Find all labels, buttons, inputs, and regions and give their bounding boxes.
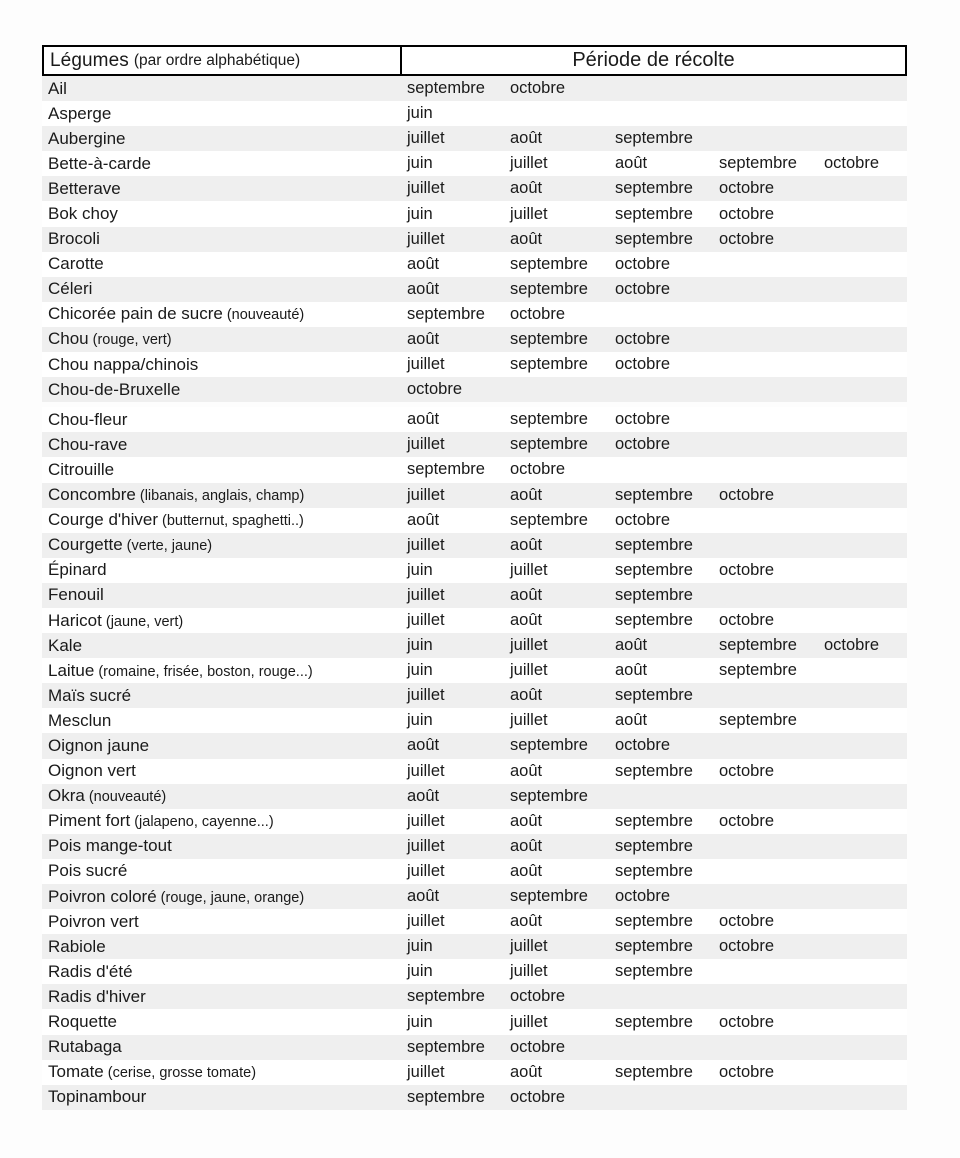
vegetable-name: Oignon vert bbox=[48, 761, 136, 781]
harvest-month: octobre bbox=[719, 560, 775, 579]
harvest-month: septembre bbox=[510, 887, 588, 906]
harvest-month: juillet bbox=[510, 937, 548, 956]
table-row bbox=[42, 583, 907, 608]
table-row bbox=[42, 834, 907, 859]
harvest-month: août bbox=[510, 535, 543, 554]
table-row bbox=[42, 407, 907, 432]
table-row bbox=[42, 633, 907, 658]
table-row bbox=[42, 1060, 907, 1085]
vegetable-name: Poivron vert bbox=[48, 911, 139, 931]
harvest-month: juillet bbox=[407, 611, 445, 630]
vegetable-name: Courge d'hiver bbox=[48, 510, 159, 530]
harvest-month: août bbox=[615, 636, 648, 655]
vegetable-name: Chou-rave bbox=[48, 434, 128, 454]
header-periode-label: Période de récolte bbox=[572, 49, 735, 71]
vegetable-name-cell bbox=[42, 229, 400, 249]
harvest-month: août bbox=[510, 836, 543, 855]
harvest-month: juillet bbox=[407, 836, 445, 855]
vegetable-name: Haricot bbox=[48, 610, 102, 630]
harvest-month: juillet bbox=[510, 204, 548, 223]
vegetable-name-cell bbox=[42, 912, 400, 932]
harvest-month: août bbox=[615, 154, 648, 173]
vegetable-note: (jalapeno, cayenne...) bbox=[134, 814, 274, 831]
vegetable-name-cell bbox=[42, 79, 400, 99]
harvest-month: juin bbox=[407, 937, 433, 956]
harvest-month: septembre bbox=[510, 510, 588, 529]
harvest-month: octobre bbox=[719, 1012, 775, 1031]
harvest-month: août bbox=[510, 229, 543, 248]
vegetable-name-cell bbox=[42, 304, 400, 324]
harvest-month: juillet bbox=[510, 636, 548, 655]
harvest-month: septembre bbox=[510, 786, 588, 805]
harvest-month: septembre bbox=[510, 355, 588, 374]
vegetable-note: (rouge, vert) bbox=[92, 332, 172, 349]
harvest-month: août bbox=[510, 179, 543, 198]
harvest-month: septembre bbox=[407, 1037, 485, 1056]
vegetable-name-cell bbox=[42, 686, 400, 706]
table-row bbox=[42, 227, 907, 252]
vegetable-name: Kale bbox=[48, 635, 83, 655]
harvest-month: octobre bbox=[407, 380, 463, 399]
vegetable-name-cell bbox=[42, 154, 400, 174]
vegetable-name-cell bbox=[42, 329, 400, 349]
vegetable-name: Tomate bbox=[48, 1062, 104, 1082]
table-row bbox=[42, 683, 907, 708]
harvest-month: août bbox=[510, 129, 543, 148]
harvest-month: août bbox=[407, 887, 440, 906]
table-row bbox=[42, 1085, 907, 1110]
harvest-month: août bbox=[510, 1062, 543, 1081]
table-row bbox=[42, 759, 907, 784]
harvest-month: octobre bbox=[719, 761, 775, 780]
vegetable-name: Oignon jaune bbox=[48, 735, 150, 755]
harvest-month: octobre bbox=[719, 912, 775, 931]
vegetable-name-cell bbox=[42, 254, 400, 274]
table-row bbox=[42, 859, 907, 884]
table-row bbox=[42, 151, 907, 176]
vegetable-name: Fenouil bbox=[48, 585, 104, 605]
vegetable-name-cell bbox=[42, 460, 400, 480]
harvest-month: septembre bbox=[615, 611, 693, 630]
table-row bbox=[42, 277, 907, 302]
harvest-month: juin bbox=[407, 204, 433, 223]
vegetable-note: (verte, jaune) bbox=[126, 538, 213, 555]
harvest-month: août bbox=[615, 711, 648, 730]
table-row bbox=[42, 558, 907, 583]
vegetable-name: Rutabaga bbox=[48, 1037, 122, 1057]
harvest-month: octobre bbox=[719, 1062, 775, 1081]
harvest-month: juin bbox=[407, 661, 433, 680]
harvest-month: octobre bbox=[615, 355, 671, 374]
vegetable-name-cell bbox=[42, 1012, 400, 1032]
harvest-month: septembre bbox=[615, 836, 693, 855]
vegetable-name: Poivron coloré bbox=[48, 886, 157, 906]
harvest-month: septembre bbox=[615, 937, 693, 956]
vegetable-name-cell bbox=[42, 887, 400, 907]
harvest-month: juin bbox=[407, 711, 433, 730]
harvest-month: août bbox=[407, 279, 440, 298]
vegetable-note: (nouveauté) bbox=[226, 307, 305, 324]
table-row bbox=[42, 126, 907, 151]
harvest-month: août bbox=[407, 410, 440, 429]
harvest-month: octobre bbox=[719, 485, 775, 504]
harvest-month: septembre bbox=[615, 912, 693, 931]
harvest-month: septembre bbox=[407, 1087, 485, 1106]
harvest-month: septembre bbox=[719, 711, 797, 730]
table-body bbox=[42, 76, 907, 1110]
harvest-month: septembre bbox=[719, 154, 797, 173]
harvest-month: septembre bbox=[407, 987, 485, 1006]
vegetable-note: (butternut, spaghetti..) bbox=[162, 513, 304, 530]
vegetable-name: Mesclun bbox=[48, 710, 112, 730]
vegetable-name-cell bbox=[42, 736, 400, 756]
harvest-month: août bbox=[510, 912, 543, 931]
vegetable-name: Roquette bbox=[48, 1012, 117, 1032]
table-row bbox=[42, 201, 907, 226]
harvest-month: août bbox=[510, 686, 543, 705]
harvest-month: septembre bbox=[615, 179, 693, 198]
table-row bbox=[42, 302, 907, 327]
vegetable-name: Okra bbox=[48, 786, 85, 806]
table-row bbox=[42, 457, 907, 482]
harvest-month: août bbox=[510, 611, 543, 630]
table-row bbox=[42, 608, 907, 633]
vegetable-name: Laitue bbox=[48, 660, 95, 680]
vegetable-note: (libanais, anglais, champ) bbox=[139, 488, 305, 505]
harvest-month: juillet bbox=[510, 661, 548, 680]
harvest-month: août bbox=[407, 736, 440, 755]
harvest-month: juillet bbox=[510, 154, 548, 173]
vegetable-name-cell bbox=[42, 711, 400, 731]
vegetable-name: Bette-à-carde bbox=[48, 153, 151, 173]
harvest-month: octobre bbox=[510, 987, 566, 1006]
table-row bbox=[42, 708, 907, 733]
vegetable-name-cell bbox=[42, 1087, 400, 1107]
harvest-month: août bbox=[510, 811, 543, 830]
harvest-month: août bbox=[510, 485, 543, 504]
harvest-month: août bbox=[615, 661, 648, 680]
harvest-table bbox=[42, 45, 907, 1110]
harvest-month: octobre bbox=[615, 254, 671, 273]
harvest-month: octobre bbox=[510, 79, 566, 98]
harvest-month: septembre bbox=[615, 1012, 693, 1031]
harvest-month: juillet bbox=[407, 535, 445, 554]
harvest-month: juillet bbox=[407, 355, 445, 374]
table-row bbox=[42, 658, 907, 683]
table-header bbox=[42, 45, 907, 76]
harvest-month: juin bbox=[407, 104, 433, 123]
table-row bbox=[42, 533, 907, 558]
harvest-month: août bbox=[407, 254, 440, 273]
harvest-month: octobre bbox=[719, 937, 775, 956]
harvest-month: septembre bbox=[510, 329, 588, 348]
vegetable-name: Radis d'été bbox=[48, 961, 133, 981]
harvest-month: septembre bbox=[615, 962, 693, 981]
vegetable-name-cell bbox=[42, 1037, 400, 1057]
harvest-month: septembre bbox=[510, 279, 588, 298]
table-row bbox=[42, 508, 907, 533]
vegetable-name: Chou bbox=[48, 329, 89, 349]
table-row bbox=[42, 352, 907, 377]
harvest-month: septembre bbox=[510, 435, 588, 454]
table-row bbox=[42, 76, 907, 101]
harvest-month: juin bbox=[407, 962, 433, 981]
header-cell-periode bbox=[402, 47, 905, 74]
table-row bbox=[42, 1009, 907, 1034]
vegetable-name-cell bbox=[42, 836, 400, 856]
harvest-month: juillet bbox=[407, 1062, 445, 1081]
vegetable-name: Chou-de-Bruxelle bbox=[48, 379, 181, 399]
vegetable-name: Piment fort bbox=[48, 811, 131, 831]
vegetable-name-cell bbox=[42, 435, 400, 455]
vegetable-name-cell bbox=[42, 611, 400, 631]
harvest-month: septembre bbox=[615, 861, 693, 880]
harvest-month: octobre bbox=[615, 736, 671, 755]
vegetable-name: Courgette bbox=[48, 535, 123, 555]
vegetable-name-cell bbox=[42, 279, 400, 299]
harvest-month: octobre bbox=[615, 279, 671, 298]
harvest-month: octobre bbox=[615, 435, 671, 454]
harvest-month: septembre bbox=[615, 229, 693, 248]
harvest-month: septembre bbox=[719, 661, 797, 680]
harvest-month: octobre bbox=[615, 510, 671, 529]
vegetable-name: Pois mange-tout bbox=[48, 836, 172, 856]
vegetable-name-cell bbox=[42, 987, 400, 1007]
table-row bbox=[42, 784, 907, 809]
vegetable-name-cell bbox=[42, 1062, 400, 1082]
harvest-month: septembre bbox=[615, 485, 693, 504]
harvest-month: septembre bbox=[615, 761, 693, 780]
harvest-month: août bbox=[407, 786, 440, 805]
harvest-month: juillet bbox=[407, 686, 445, 705]
vegetable-name-cell bbox=[42, 636, 400, 656]
harvest-month: juillet bbox=[407, 811, 445, 830]
harvest-month: août bbox=[510, 585, 543, 604]
harvest-month: août bbox=[407, 329, 440, 348]
table-row bbox=[42, 984, 907, 1009]
harvest-month: septembre bbox=[510, 410, 588, 429]
harvest-month: juillet bbox=[510, 1012, 548, 1031]
vegetable-name-cell bbox=[42, 179, 400, 199]
table-row bbox=[42, 176, 907, 201]
harvest-month: octobre bbox=[510, 304, 566, 323]
harvest-month: octobre bbox=[719, 229, 775, 248]
harvest-month: août bbox=[510, 861, 543, 880]
vegetable-name-cell bbox=[42, 510, 400, 530]
vegetable-name: Céleri bbox=[48, 279, 93, 299]
harvest-month: octobre bbox=[615, 887, 671, 906]
vegetable-name: Rabiole bbox=[48, 936, 106, 956]
vegetable-name: Concombre bbox=[48, 485, 136, 505]
harvest-month: septembre bbox=[407, 79, 485, 98]
vegetable-name-cell bbox=[42, 535, 400, 555]
vegetable-note: (romaine, frisée, boston, rouge...) bbox=[98, 663, 313, 680]
vegetable-note: (rouge, jaune, orange) bbox=[160, 889, 305, 906]
harvest-month: octobre bbox=[510, 1037, 566, 1056]
vegetable-name-cell bbox=[42, 761, 400, 781]
vegetable-name-cell bbox=[42, 104, 400, 124]
table-row bbox=[42, 733, 907, 758]
table-row bbox=[42, 934, 907, 959]
header-legumes-label: Légumes bbox=[50, 49, 129, 71]
vegetable-name: Aubergine bbox=[48, 128, 126, 148]
harvest-month: septembre bbox=[615, 560, 693, 579]
vegetable-name-cell bbox=[42, 204, 400, 224]
harvest-month: juillet bbox=[510, 711, 548, 730]
harvest-month: octobre bbox=[824, 154, 880, 173]
harvest-month: septembre bbox=[510, 254, 588, 273]
table-row bbox=[42, 809, 907, 834]
harvest-month: juillet bbox=[407, 485, 445, 504]
vegetable-name: Chicorée pain de sucre bbox=[48, 304, 223, 324]
harvest-month: septembre bbox=[615, 1062, 693, 1081]
harvest-month: octobre bbox=[719, 811, 775, 830]
harvest-month: septembre bbox=[615, 811, 693, 830]
harvest-month: juillet bbox=[407, 585, 445, 604]
vegetable-name-cell bbox=[42, 585, 400, 605]
harvest-month: octobre bbox=[510, 1087, 566, 1106]
table-row bbox=[42, 327, 907, 352]
harvest-month: juillet bbox=[407, 179, 445, 198]
harvest-month: août bbox=[407, 510, 440, 529]
vegetable-note: (jaune, vert) bbox=[105, 613, 184, 630]
harvest-month: juillet bbox=[510, 962, 548, 981]
harvest-month: septembre bbox=[615, 129, 693, 148]
header-legumes-note: (par ordre alphabétique) bbox=[133, 51, 301, 69]
harvest-month: septembre bbox=[615, 535, 693, 554]
harvest-month: octobre bbox=[510, 460, 566, 479]
vegetable-note: (nouveauté) bbox=[88, 789, 167, 806]
vegetable-name: Citrouille bbox=[48, 459, 115, 479]
vegetable-name: Ail bbox=[48, 78, 67, 98]
vegetable-name-cell bbox=[42, 410, 400, 430]
harvest-month: juin bbox=[407, 1012, 433, 1031]
harvest-month: octobre bbox=[719, 611, 775, 630]
harvest-month: octobre bbox=[615, 410, 671, 429]
harvest-month: septembre bbox=[615, 686, 693, 705]
harvest-month: septembre bbox=[615, 585, 693, 604]
vegetable-name-cell bbox=[42, 355, 400, 375]
harvest-month: juillet bbox=[407, 861, 445, 880]
harvest-month: septembre bbox=[510, 736, 588, 755]
vegetable-name-cell bbox=[42, 380, 400, 400]
vegetable-name-cell bbox=[42, 661, 400, 681]
harvest-month: septembre bbox=[615, 204, 693, 223]
harvest-month: août bbox=[510, 761, 543, 780]
vegetable-name-cell bbox=[42, 937, 400, 957]
harvest-month: juillet bbox=[407, 129, 445, 148]
table-row bbox=[42, 101, 907, 126]
vegetable-name: Chou-fleur bbox=[48, 409, 128, 429]
vegetable-name-cell bbox=[42, 861, 400, 881]
vegetable-name-cell bbox=[42, 786, 400, 806]
vegetable-name: Carotte bbox=[48, 254, 104, 274]
vegetable-name-cell bbox=[42, 485, 400, 505]
harvest-month: juillet bbox=[407, 229, 445, 248]
vegetable-name: Topinambour bbox=[48, 1087, 147, 1107]
table-row bbox=[42, 483, 907, 508]
harvest-month: juillet bbox=[407, 912, 445, 931]
vegetable-name-cell bbox=[42, 962, 400, 982]
vegetable-name: Betterave bbox=[48, 178, 121, 198]
table-row bbox=[42, 252, 907, 277]
harvest-month: octobre bbox=[719, 179, 775, 198]
vegetable-name: Épinard bbox=[48, 560, 107, 580]
table-row bbox=[42, 909, 907, 934]
harvest-month: juillet bbox=[407, 761, 445, 780]
vegetable-name: Brocoli bbox=[48, 229, 100, 249]
vegetable-name-cell bbox=[42, 560, 400, 580]
table-row bbox=[42, 432, 907, 457]
harvest-month: septembre bbox=[407, 460, 485, 479]
harvest-month: juillet bbox=[407, 435, 445, 454]
table-row bbox=[42, 377, 907, 402]
vegetable-name: Bok choy bbox=[48, 204, 118, 224]
vegetable-name: Maïs sucré bbox=[48, 685, 132, 705]
harvest-month: octobre bbox=[615, 329, 671, 348]
vegetable-name: Pois sucré bbox=[48, 861, 128, 881]
harvest-month: juin bbox=[407, 154, 433, 173]
harvest-month: juin bbox=[407, 560, 433, 579]
harvest-month: juin bbox=[407, 636, 433, 655]
harvest-month: septembre bbox=[407, 304, 485, 323]
header-cell-legumes bbox=[44, 47, 402, 74]
vegetable-name: Chou nappa/chinois bbox=[48, 354, 199, 374]
table-row bbox=[42, 884, 907, 909]
table-row bbox=[42, 959, 907, 984]
vegetable-note: (cerise, grosse tomate) bbox=[107, 1065, 257, 1082]
vegetable-name-cell bbox=[42, 129, 400, 149]
harvest-month: juillet bbox=[510, 560, 548, 579]
harvest-month: octobre bbox=[824, 636, 880, 655]
vegetable-name: Radis d'hiver bbox=[48, 986, 146, 1006]
harvest-month: septembre bbox=[719, 636, 797, 655]
vegetable-name: Asperge bbox=[48, 103, 112, 123]
table-row bbox=[42, 1035, 907, 1060]
vegetable-name-cell bbox=[42, 811, 400, 831]
harvest-month: octobre bbox=[719, 204, 775, 223]
